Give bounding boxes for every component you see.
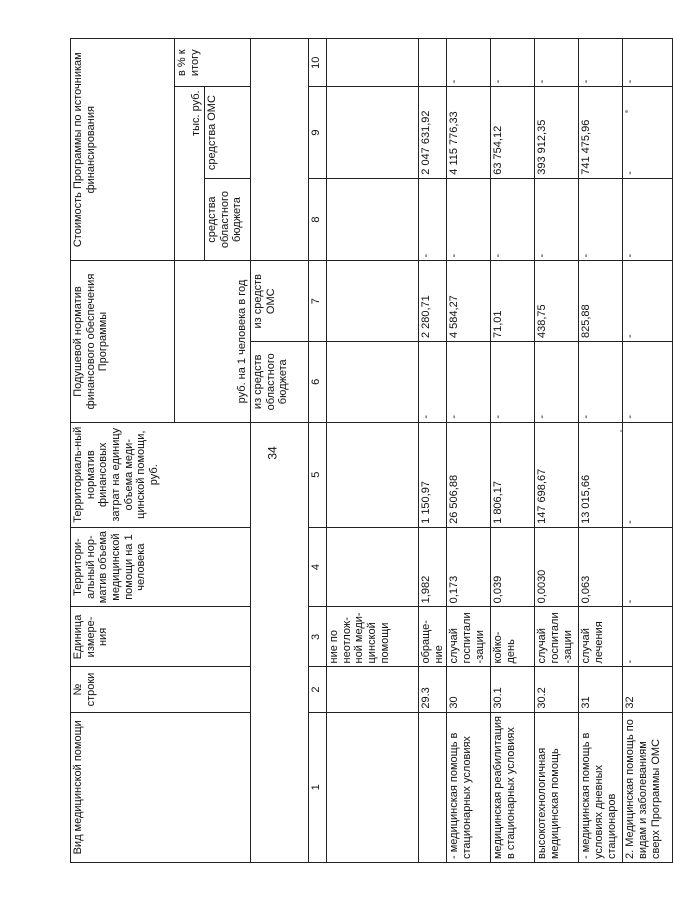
table-row [447, 39, 491, 863]
column-number: 6 [309, 342, 327, 423]
header-split-row [251, 39, 309, 863]
header-from-regional-budget: из средств областного бюджета [251, 342, 309, 423]
program-cost-table [70, 38, 673, 863]
header-volume-norm: Территори-альный нор-матив объема медицинской помощи на 1 человека [71, 527, 251, 606]
header-oms-funds: средства ОМС [205, 87, 251, 178]
header-per-capita-unit [175, 261, 251, 422]
column-number-row [309, 39, 327, 863]
row-volume: - [623, 527, 673, 606]
row-cost: 147 698,67 [535, 422, 579, 527]
row-sum-budget: - [579, 178, 623, 261]
page-number: 34 [265, 445, 280, 460]
header-line-number: № строки [71, 667, 251, 712]
header-service-type: Вид медицинской помощи [71, 712, 251, 862]
column-number: 4 [309, 527, 327, 606]
header-cost-norm: Территориаль-ный норматив финансовых затрат на единицу объема меди-цинской помощи, руб. [71, 422, 251, 527]
column-number: 7 [309, 261, 327, 342]
row-sum-oms: 2 047 631,92 [419, 87, 447, 178]
header-per-capita-unit-label: руб. на 1 человека в год [236, 279, 249, 404]
table-cell [327, 667, 419, 712]
row-sum-oms: 63 754,12 [491, 87, 535, 178]
column-number: 1 [309, 712, 327, 862]
table-row [491, 39, 535, 863]
row-sum-budget: - [419, 178, 447, 261]
table-row [535, 39, 579, 863]
row-cost: 13 015,66 [579, 422, 623, 527]
table-row [327, 39, 419, 863]
row-sum-oms: 741 475,96 [579, 87, 623, 178]
row-sum-budget: - [447, 178, 491, 261]
header-regional-budget-funds: средства областного бюджета [205, 178, 251, 261]
row-per-capita-budget: - [491, 342, 535, 423]
table-cell [327, 261, 419, 342]
row-volume: 0,0030 [535, 527, 579, 606]
rotated-page-content [70, 38, 662, 863]
table-cell [327, 178, 419, 261]
row-per-capita-oms: 2 280,71 [419, 261, 447, 342]
row-percent: - [491, 39, 535, 87]
row-line: 30 [447, 667, 491, 712]
row-unit: - [623, 607, 673, 667]
row-volume: 1,982 [419, 527, 447, 606]
row-unit: случай госпитали-зации [447, 607, 491, 667]
row-unit: случай госпитали-зации [535, 607, 579, 667]
row-cost: 1 150,97 [419, 422, 447, 527]
row-cost: - [623, 422, 673, 527]
row-per-capita-budget: - [579, 342, 623, 423]
header-spacer [251, 422, 309, 862]
row-name: высокотехнологичная медицинская помощь [535, 712, 579, 862]
header-percent-of-total: в % к итогу [175, 39, 251, 87]
row-per-capita-oms: 825,88 [579, 261, 623, 342]
column-number: 10 [309, 39, 327, 87]
column-number: 3 [309, 607, 327, 667]
row-percent: - [535, 39, 579, 87]
table-cell [327, 87, 419, 178]
row-per-capita-budget: - [419, 342, 447, 423]
row-unit: случай лечения [579, 607, 623, 667]
row-line: 30.2 [535, 667, 579, 712]
row-percent [419, 39, 447, 87]
row-volume: 0,039 [491, 527, 535, 606]
row-unit: обраще-ние [419, 607, 447, 667]
column-number: 5 [309, 422, 327, 527]
table-row [419, 39, 447, 863]
row-sum-budget: - [535, 178, 579, 261]
table-cell [327, 422, 419, 527]
row-name: - медицинская помощь в стационарных условиях [447, 712, 491, 862]
header-per-capita-group: Подушевой норматив финансового обеспечения Программы [71, 261, 175, 422]
row-sum-budget: - [623, 178, 673, 261]
row-name: 2. Медицинская помощь по видам и заболеваниям сверх Программы ОМС [623, 712, 673, 862]
column-number: 9 [309, 87, 327, 178]
header-spacer-right [251, 39, 309, 261]
row-line: 32 [623, 667, 673, 712]
row-volume: 0,063 [579, 527, 623, 606]
header-program-cost-group: Стоимость Программы по источникам финансирования [71, 39, 175, 261]
table-cell [327, 342, 419, 423]
row-cost: 1 806,17 [491, 422, 535, 527]
row-unit: койко-день [491, 607, 535, 667]
row-per-capita-budget: - [447, 342, 491, 423]
row-per-capita-budget: - [623, 342, 673, 423]
table-cell [327, 39, 419, 87]
row-volume: 0,173 [447, 527, 491, 606]
continuation-text: ние по неотлож-ной меди-цинской помощи [327, 607, 419, 667]
row-percent: - [623, 39, 673, 87]
table-row [623, 39, 673, 863]
row-name [419, 712, 447, 862]
row-per-capita-budget: - [535, 342, 579, 423]
header-thousand-rub: тыс. руб. [175, 87, 205, 261]
row-line: 29.3 [419, 667, 447, 712]
row-sum-oms: - [623, 87, 673, 178]
row-per-capita-oms: 4 584,27 [447, 261, 491, 342]
table-cell [327, 527, 419, 606]
row-name: - медицинская помощь в условиях дневных стационаров [579, 712, 623, 862]
table-cell [327, 712, 419, 862]
row-sum-budget: - [491, 178, 535, 261]
row-per-capita-oms: - [623, 261, 673, 342]
table-row [579, 39, 623, 863]
header-row [71, 39, 175, 863]
row-name: медицинская реабилитация в стационарных условиях [491, 712, 535, 862]
row-line: 31 [579, 667, 623, 712]
row-line: 30.1 [491, 667, 535, 712]
header-from-oms: из средств ОМС [251, 261, 309, 342]
row-percent: - [447, 39, 491, 87]
row-sum-oms: 393 912,35 [535, 87, 579, 178]
row-percent: - [579, 39, 623, 87]
row-cost: 26 506,88 [447, 422, 491, 527]
row-sum-oms: 4 115 776,33 [447, 87, 491, 178]
column-number: 8 [309, 178, 327, 261]
header-unit: Единица измере-ния [71, 607, 251, 667]
column-number: 2 [309, 667, 327, 712]
row-per-capita-oms: 71,01 [491, 261, 535, 342]
row-per-capita-oms: 438,75 [535, 261, 579, 342]
